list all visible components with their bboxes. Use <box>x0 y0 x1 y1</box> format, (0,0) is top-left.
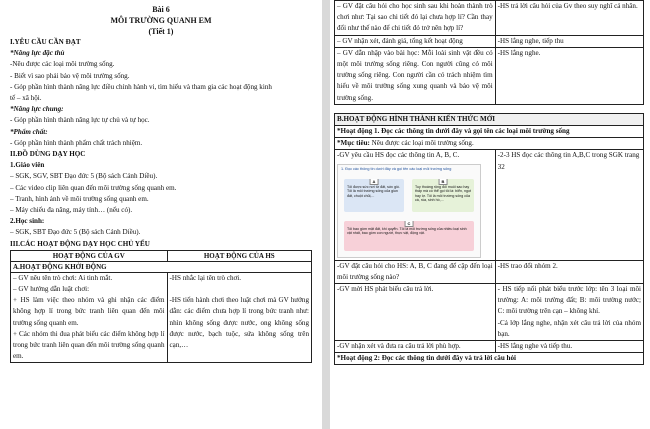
objectives-list <box>10 37 312 250</box>
left-line: – SGK, SGV, SBT Đạo đức 5 (Bộ sách Cánh Diều). <box>10 172 158 181</box>
table-row <box>335 341 644 353</box>
left-line: – Các video clip liên quan đến môi trường sống quanh em. <box>10 183 177 192</box>
activity-table-left <box>10 250 312 364</box>
table-row <box>335 47 644 104</box>
table-row <box>335 260 644 283</box>
hs-text: -HS nhắc lại tên trò chơi. -HS tiến hành chơi theo luật chơi mà GV hướng dẫn: các điểm chưa hợp lí trong bức tranh như: nhìn không sống được nước, ong không sống được nước, bạch tuộc, sứa không sống trên cạn,… <box>169 273 309 350</box>
gv-text: – GV đặt câu hỏi cho học sinh sau khi hoàn thành trò chơi như: Tại sao chi tiết đó lại chưa hợp lí? Cần thay đổi như thế nào để chi tiết đó trở nên hợp lí? <box>337 2 493 33</box>
gv-cell <box>335 47 496 104</box>
goal-row <box>335 138 644 150</box>
info-box-b <box>412 179 474 212</box>
section-warmup: A.HOẠT ĐỘNG KHỞI ĐỘNG <box>11 261 312 272</box>
info-box-a <box>344 179 404 212</box>
table-row <box>335 35 644 47</box>
info-box-c <box>344 221 474 251</box>
left-line: - Góp phần hình thành năng lực tự chủ và tự học. <box>10 116 150 125</box>
hs-text: -HS trả lời câu hỏi của Gv theo suy nghĩ cá nhân. <box>497 2 638 10</box>
gv-cell <box>335 284 496 341</box>
hs-cell <box>495 35 643 47</box>
hs-text: -HS trao đổi nhóm 2. <box>497 261 558 270</box>
hs-text: -HS lắng nghe và tiếp thu. <box>497 342 573 351</box>
hs-text: -HS lắng nghe. <box>497 48 541 57</box>
table-row <box>335 284 644 341</box>
table-row <box>335 1 644 36</box>
hs-cell <box>495 260 643 283</box>
activity-table-right <box>334 0 644 365</box>
gv-text-abc: -GV yêu cầu HS đọc các thông tin A, B, C. <box>337 151 460 160</box>
section-new-knowledge: B.HOẠT ĐỘNG HÌNH THÀNH KIẾN THỨC MỚI <box>335 113 644 125</box>
goal-label: *Mục tiêu: <box>337 139 370 148</box>
spacer <box>335 104 644 113</box>
hs-cell <box>495 1 643 36</box>
gv-text: -GV nhận xét và đưa ra câu trả lời phù hợp. <box>337 342 461 351</box>
activity-1-heading: *Hoạt động 1. Đọc các thông tin dưới đây và gọi tên các loại môi trường sống <box>335 126 644 138</box>
badge-c: C <box>405 221 414 227</box>
hs-text: -HS lắng nghe, tiếp thu <box>497 36 564 45</box>
left-line: -Nêu được các loại môi trường sống. <box>10 60 115 69</box>
hs-text: - HS tiếp nối phát biểu trước lớp: tên 3 loại môi trường: A: môi trường đất; B: môi trường nước; C: môi trường trên cạn – không khí. -Cả lớp lắng nghe, nhận xét câu trả lời của nhóm bạn. <box>497 285 641 338</box>
left-line: tế – xã hội. <box>10 94 42 103</box>
gv-text: -GV đặt câu hỏi cho HS: A, B, C đang để cập đến loại môi trường sống nào? <box>337 261 493 281</box>
hs-cell <box>495 341 643 353</box>
gv-cell <box>335 1 496 36</box>
right-page <box>330 0 650 429</box>
col-header-gv: HOẠT ĐỘNG CỦA GV <box>11 250 168 261</box>
left-line: *Phẩm chất: <box>10 127 48 136</box>
hs-cell-abc <box>495 150 643 260</box>
goal-text: Nêu được các loại môi trường sống. <box>369 139 474 148</box>
left-line: - Biết vì sao phải bảo vệ môi trường sống. <box>10 71 130 80</box>
hs-cell <box>495 284 643 341</box>
left-line: II.ĐỒ DÙNG DẠY HỌC <box>10 150 86 159</box>
left-line: - Góp phần hình thành phẩm chất trách nhiệm. <box>10 138 143 147</box>
col-header-hs: HOẠT ĐỘNG CỦA HS <box>167 250 311 261</box>
badge-b: B <box>439 179 448 185</box>
left-line: – Tranh, hình ảnh về môi trường sống quanh em. <box>10 194 149 203</box>
gv-text: -GV mời HS phát biểu câu trả lời. <box>337 285 434 294</box>
left-line: – Máy chiếu đa năng, máy tính… (nếu có). <box>10 206 133 215</box>
left-line: 2.Học sinh: <box>10 217 45 226</box>
gv-text: – GV nêu tên trò chơi: Ai tinh mắt. – GV hướng dẫn luật chơi: + HS làm việc theo nhóm và ghi nhận các điểm không hợp lí trong bức tranh liên quan đến môi trường sống quanh em. + Các nhóm thi đua phát biểu các điểm không hợp lí trong bức tranh liên quan đến môi trường sống quanh em. <box>13 273 165 361</box>
hs-cell <box>167 272 311 363</box>
lesson-title: MÔI TRƯỜNG QUANH EM <box>110 16 212 25</box>
left-line: 1.Giáo viên <box>10 161 45 170</box>
gv-cell <box>335 35 496 47</box>
gv-cell <box>335 260 496 283</box>
gv-text: – GV nhận xét, đánh giá, tổng kết hoạt động <box>337 36 463 45</box>
left-line: - Góp phần hình thành năng lực điều chỉnh hành vi, tìm hiểu và tham gia các hoạt động kinh <box>10 82 272 91</box>
gv-cell <box>335 341 496 353</box>
left-page <box>0 0 322 429</box>
gv-cell <box>11 272 168 363</box>
lesson-period: (Tiết 1) <box>148 27 174 36</box>
lesson-number: Bài 6 <box>152 5 170 14</box>
badge-a: A <box>370 179 379 185</box>
left-line: I.YÊU CẦU CẦN ĐẠT <box>10 38 81 46</box>
gv-text: – GV dẫn nhập vào bài học: Mỗi loài sinh vật đều có một môi trường sống riêng. Con người cũng có môi trường sống riêng. Con người cần có trách nhiệm tìm hiểu về môi trường sống xung quanh và bảo vệ môi trường sống. <box>337 48 493 102</box>
hs-cell <box>495 47 643 104</box>
activity-2-heading: *Hoạt động 2: Đọc các thông tin dưới đây và trả lời câu hỏi <box>335 353 644 365</box>
gv-cell-abc <box>335 150 496 260</box>
info-c-text: Tôi bao gồm mặt đất, khí quyển. Tôi là môi trường sống của nhiều loại sinh vật nhất, bao gồm con người, thực vật, động vật. <box>347 226 467 236</box>
left-line: – SGK, SBT Đạo đức 5 (Bộ sách Cánh Diều). <box>10 228 141 237</box>
diagram-title: 1. Đọc các thông tin dưới đây và gọi tên các loại môi trường sống <box>341 166 452 171</box>
left-line: *Năng lực chung: <box>10 105 64 114</box>
left-line: *Năng lực đặc thù <box>10 49 65 58</box>
info-a-text: Tôi được sức nơi từ đất, sức gió. Tôi là môi trường sống của giun đất, chuột chũi,... <box>347 184 400 198</box>
left-line: III.CÁC HOẠT ĐỘNG DẠY HỌC CHỦ YẾU <box>10 239 150 248</box>
hs-text-abc: -2-3 HS đọc các thông tin A,B,C trong SGK trang 32 <box>497 151 640 171</box>
info-b-text: Tuy thoáng rộng đối muôi sao hay thấp mà có thể gọi tôi là: biển, ngọt hay lợ. Tôi là môi trường sống của cá, rùa, sinh hồ,... <box>415 184 471 203</box>
info-diagram <box>337 164 481 258</box>
